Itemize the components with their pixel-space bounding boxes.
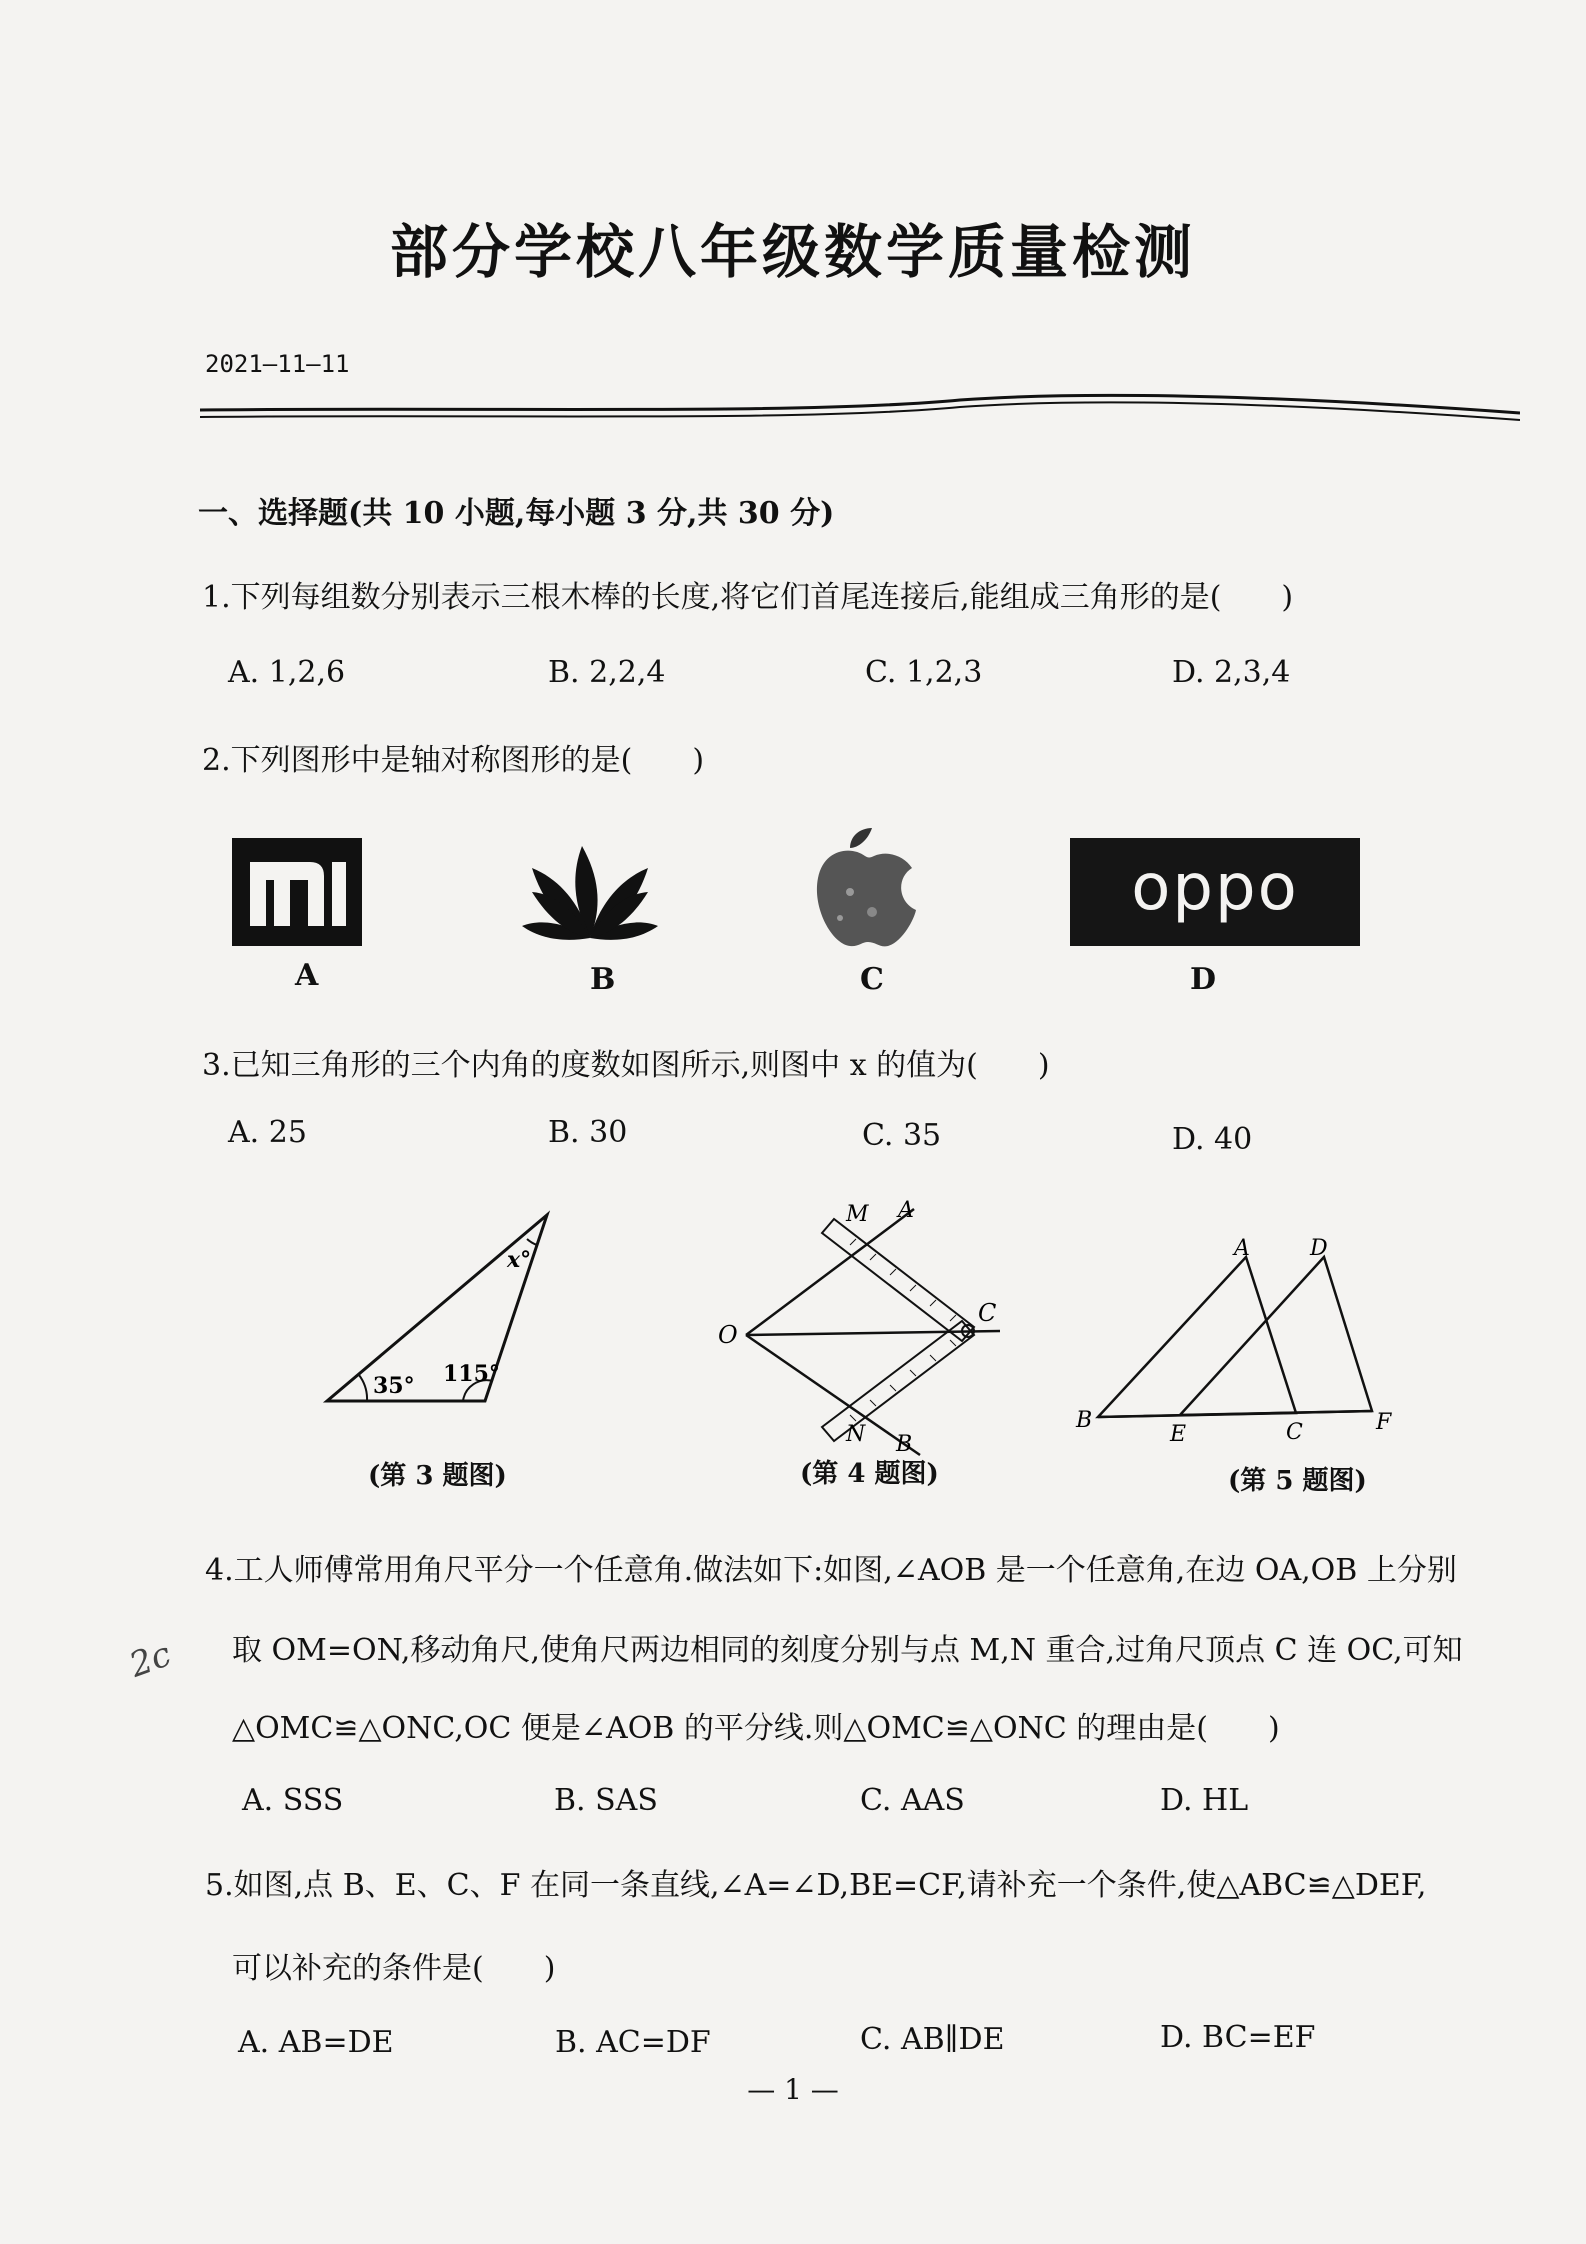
q1-option-c: C. 1,2,3	[865, 655, 983, 690]
fig4-label-c: C	[978, 1299, 997, 1327]
logo-d-oppo	[1070, 838, 1360, 946]
fig5-label-c: C	[1286, 1420, 1303, 1445]
section-heading: 一、选择题(共 10 小题,每小题 3 分,共 30 分)	[198, 496, 835, 531]
fig5-label-d: D	[1310, 1236, 1328, 1261]
logo-b-petals	[520, 838, 660, 946]
question-5-line-2: 可以补充的条件是( )	[232, 1951, 556, 1986]
q5-option-d: D. BC=EF	[1160, 2020, 1316, 2055]
figure-3-caption: (第 3 题图)	[368, 1461, 507, 1491]
logo-d-label: D	[1190, 962, 1217, 997]
fig4-label-b: B	[896, 1432, 913, 1457]
header-divider	[200, 385, 1520, 425]
fig4-label-a: A	[898, 1198, 914, 1223]
fig4-label-n: N	[846, 1422, 866, 1447]
figure-4-angle-bisector	[710, 1195, 1020, 1465]
exam-date: 2021—11—11	[205, 350, 350, 378]
question-4-line-3: △OMC≌△ONC,OC 便是∠AOB 的平分线.则△OMC≌△ONC 的理由是( )	[232, 1711, 1280, 1746]
figure-4-caption: (第 4 题图)	[800, 1459, 939, 1489]
q3-option-b: B. 30	[548, 1115, 628, 1150]
page-title: 部分学校八年级数学质量检测	[389, 218, 1196, 286]
q1-option-a: A. 1,2,6	[228, 655, 346, 690]
fig3-angle-x: x°	[507, 1247, 532, 1273]
question-4-line-2: 取 OM=ON,移动角尺,使角尺两边相同的刻度分别与点 M,N 重合,过角尺顶点 C 连 OC,可知	[232, 1633, 1463, 1668]
fig5-label-b: B	[1076, 1408, 1093, 1433]
fig5-label-f: F	[1376, 1410, 1392, 1435]
logo-b-label: B	[590, 962, 616, 997]
fig3-angle-35: 35°	[373, 1373, 415, 1399]
q1-option-d: D. 2,3,4	[1172, 655, 1291, 690]
q5-option-a: A. AB=DE	[238, 2025, 394, 2060]
q4-option-b: B. SAS	[554, 1783, 658, 1818]
fig4-label-m: M	[846, 1202, 869, 1227]
figure-5-caption: (第 5 题图)	[1228, 1466, 1367, 1496]
q1-option-b: B. 2,2,4	[548, 655, 666, 690]
q5-option-b: B. AC=DF	[555, 2025, 711, 2060]
figure-5-triangles	[1070, 1235, 1400, 1445]
logo-d-text: oppo	[1131, 851, 1299, 925]
question-3: 3.已知三角形的三个内角的度数如图所示,则图中 x 的值为( )	[202, 1048, 1050, 1083]
question-4-line-1: 4.工人师傅常用角尺平分一个任意角.做法如下:如图,∠AOB 是一个任意角,在边 OA,OB 上分别	[205, 1553, 1457, 1588]
q4-option-d: D. HL	[1160, 1783, 1249, 1818]
logo-a-label: A	[295, 958, 319, 993]
handwritten-margin-note: 2c	[124, 1634, 177, 1686]
question-5-line-1: 5.如图,点 B、E、C、F 在同一条直线,∠A=∠D,BE=CF,请补充一个条件,使△ABC≌△DEF,	[205, 1868, 1427, 1903]
page-number: — 1 —	[747, 2073, 839, 2106]
figure-3-triangle	[315, 1205, 575, 1415]
q3-option-a: A. 25	[228, 1115, 307, 1150]
logo-c-label: C	[860, 962, 884, 997]
logo-c-apple	[810, 822, 920, 952]
fig3-angle-115: 115°	[443, 1361, 500, 1387]
question-1: 1.下列每组数分别表示三根木棒的长度,将它们首尾连接后,能组成三角形的是( )	[202, 580, 1294, 615]
fig5-label-a: A	[1234, 1236, 1250, 1261]
fig4-label-o: O	[718, 1321, 738, 1349]
q4-option-a: A. SSS	[242, 1783, 344, 1818]
q5-option-c: C. AB∥DE	[860, 2022, 1005, 2057]
fig5-label-e: E	[1170, 1422, 1187, 1445]
logo-a-mi	[232, 838, 362, 946]
q3-option-d: D. 40	[1172, 1122, 1253, 1157]
q3-option-c: C. 35	[862, 1118, 942, 1153]
q4-option-c: C. AAS	[860, 1783, 965, 1818]
question-2: 2.下列图形中是轴对称图形的是( )	[202, 743, 705, 778]
